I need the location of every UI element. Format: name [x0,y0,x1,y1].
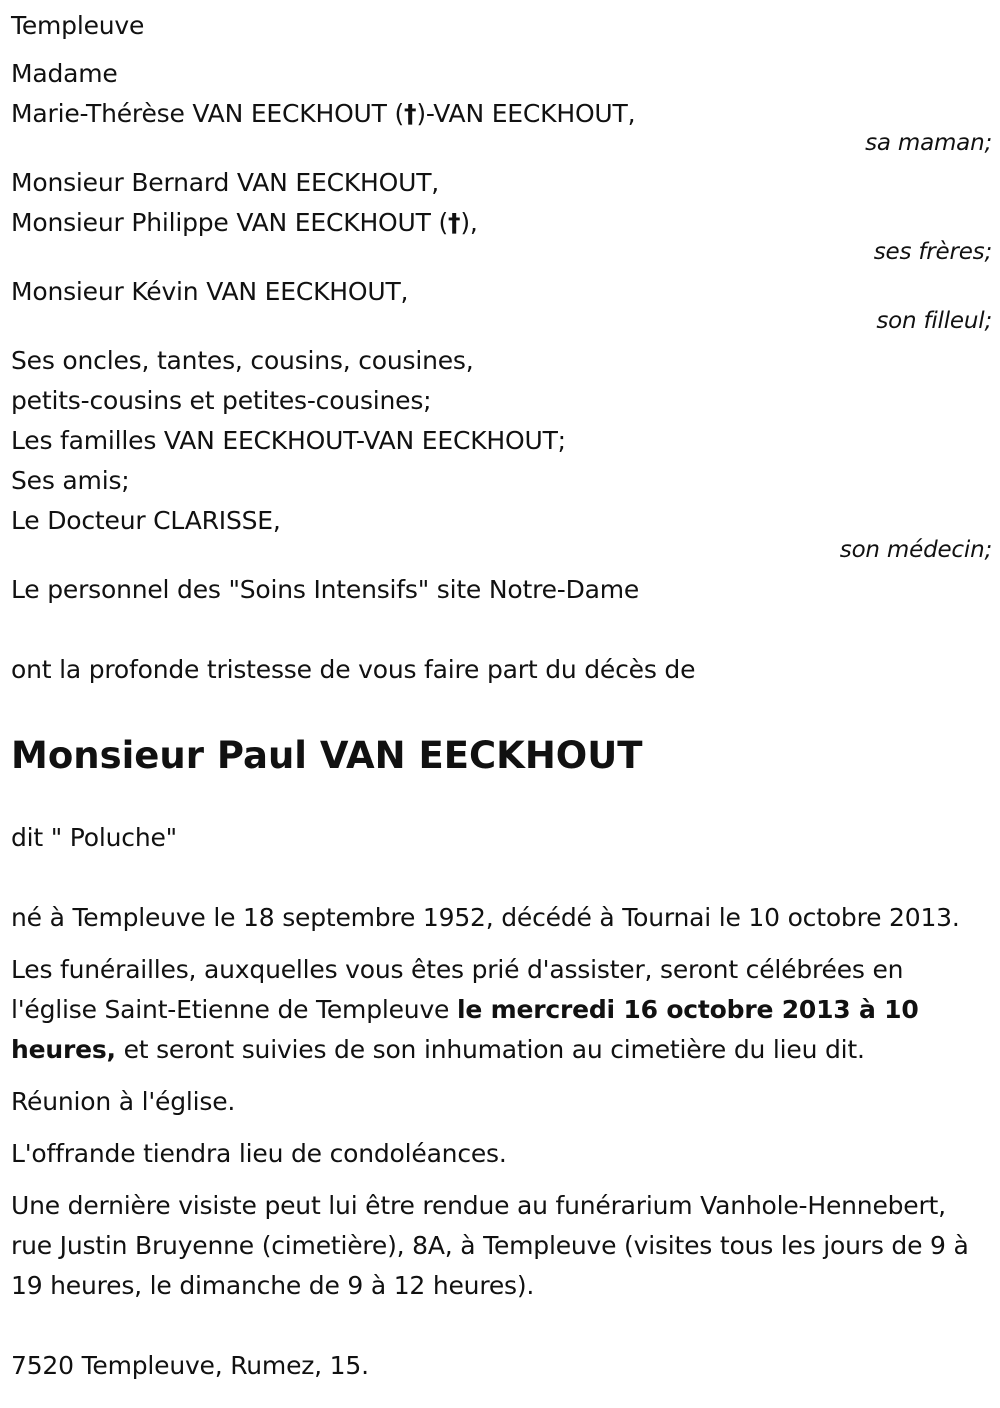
city-header: Templeuve [11,11,145,40]
others-line: Ses amis; [11,466,130,495]
meeting-text: Réunion à l'église. [11,1087,236,1116]
funeral-paragraph: Les funérailles, auxquelles vous êtes prié d'assister, seront célébrées en l'église Saint-Etienne de Templeuve le mercredi 16 octobre 2013 à 10 heures, et seront suivies de son inhumation au cimetière du lieu dit. [11,955,919,1064]
announcement-text: ont la profonde tristesse de vous faire part du décès de [11,655,696,684]
cross-icon: † [448,208,461,237]
visit-paragraph: Une dernière visiste peut lui être rendue au funérarium Vanhole-Hennebert, rue Justin Bruyenne (cimetière), 8A, à Templeuve (visites tous les jours de 9 à 19 heures, le dimanche de 9 à 12 heures). [11,1191,969,1300]
doctor-line: Le Docteur CLARISSE, [11,506,281,535]
others-line: Les familles VAN EECKHOUT-VAN EECKHOUT; [11,426,566,455]
offering-text: L'offrande tiendra lieu de condoléances. [11,1139,507,1168]
staff-line: Le personnel des "Soins Intensifs" site Notre-Dame [11,575,640,604]
mother-relation: sa maman; [865,130,992,156]
birth-death-text: né à Templeuve le 18 septembre 1952, décédé à Tournai le 10 octobre 2013. [11,903,960,932]
godson-name: Monsieur Kévin VAN EECKHOUT, [11,277,409,306]
mother-title: Madame [11,59,118,88]
address: 7520 Templeuve, Rumez, 15. [11,1351,369,1380]
obituary-notice [11,6,991,1386]
nickname: dit " Poluche" [11,823,177,852]
godson-relation: son filleul; [876,308,992,334]
brothers-relation: ses frères; [873,239,992,265]
doctor-relation: son médecin; [839,537,992,563]
others-line: Ses oncles, tantes, cousins, cousines, [11,346,474,375]
brother-philippe: Monsieur Philippe VAN EECKHOUT (†), [11,208,478,237]
cross-icon: † [404,99,417,128]
funeral-date: le mercredi 16 octobre 2013 à 10 heures, [11,995,919,1064]
brother-bernard: Monsieur Bernard VAN EECKHOUT, [11,168,440,197]
mother-name: Marie-Thérèse VAN EECKHOUT (†)-VAN EECKHOUT, [11,99,636,128]
others-line: petits-cousins et petites-cousines; [11,386,432,415]
deceased-name: Monsieur Paul VAN EECKHOUT [11,734,643,777]
